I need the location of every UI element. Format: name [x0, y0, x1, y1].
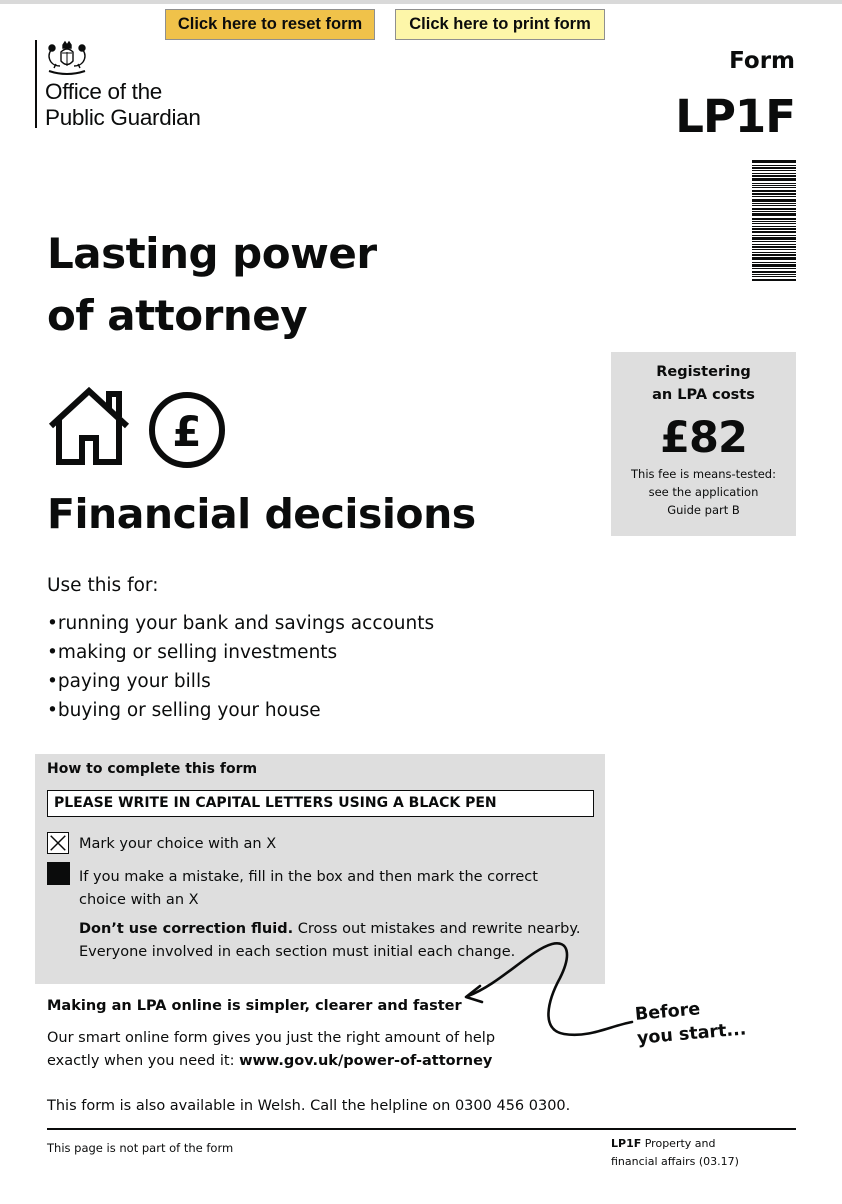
use-for-list [47, 609, 434, 725]
title-line-2: of attorney [47, 291, 308, 340]
footer-divider [47, 1128, 796, 1130]
brand-name [45, 79, 201, 131]
correction-fluid-bold: Don’t use correction fluid. [79, 921, 294, 937]
cost-heading-line-1: Registering [656, 364, 751, 380]
mistake-line-1: If you make a mistake, fill in the box and then mark the correct [79, 869, 538, 885]
brand-line-2: Public Guardian [45, 105, 201, 130]
cost-amount: £82 [660, 413, 747, 463]
title-line-1: Lasting power [47, 229, 377, 278]
top-toolbar-strip [0, 0, 842, 4]
correction-fluid-rest: Cross out mistakes and rewrite nearby. [293, 921, 581, 937]
cost-heading-line-2: an LPA costs [652, 387, 755, 403]
welsh-availability-note: This form is also available in Welsh. Call the helpline on 0300 456 0300. [47, 1098, 571, 1114]
online-line-1: Our smart online form gives you just the right amount of help [47, 1030, 496, 1046]
form-code: LP1F [675, 90, 795, 143]
list-item: • buying or selling your house [47, 696, 434, 725]
page-subtitle: Financial decisions [47, 490, 476, 538]
form-label: Form [729, 48, 795, 74]
curly-arrow-icon [440, 930, 640, 1050]
print-form-button[interactable]: Click here to print form [395, 9, 605, 40]
initial-change-line: Everyone involved in each section must initial each change. [79, 944, 516, 960]
svg-text:£: £ [172, 407, 202, 456]
house-icon [47, 386, 131, 466]
footer-line-2: financial affairs (03.17) [611, 1155, 739, 1168]
before-start-line-2: you start... [636, 1019, 748, 1049]
example-checked-box-icon [47, 832, 69, 854]
how-to-title: How to complete this form [47, 761, 258, 777]
reset-form-button[interactable]: Click here to reset form [165, 9, 375, 40]
cost-box [611, 352, 796, 536]
page-title [47, 223, 377, 347]
list-item: • running your bank and savings accounts [47, 609, 434, 638]
power-of-attorney-link[interactable]: www.gov.uk/power-of-attorney [239, 1053, 493, 1069]
list-item: • making or selling investments [47, 638, 434, 667]
brand-line-1: Office of the [45, 79, 163, 104]
capital-letters-instruction: PLEASE WRITE IN CAPITAL LETTERS USING A BLACK PEN [47, 790, 594, 817]
footer-form-code: LP1F [611, 1137, 642, 1150]
example-filled-box-icon [47, 862, 70, 885]
pound-sign-icon [147, 390, 227, 470]
royal-coat-of-arms-icon [45, 40, 89, 76]
list-item: • paying your bills [47, 667, 434, 696]
cost-note-line-3: Guide part B [667, 503, 740, 517]
online-heading: Making an LPA online is simpler, clearer and faster [47, 998, 462, 1014]
cost-note-line-1: This fee is means-tested: [631, 467, 776, 481]
footer-line-1-rest: Property and [641, 1137, 716, 1150]
online-line-2-prefix: exactly when you need it: [47, 1053, 240, 1069]
barcode-icon [752, 160, 796, 282]
mark-choice-text: Mark your choice with an X [79, 836, 277, 852]
use-for-intro: Use this for: [47, 575, 159, 596]
footer-left-note: This page is not part of the form [47, 1141, 234, 1155]
footer-form-reference [611, 1135, 739, 1171]
mistake-instruction [79, 866, 569, 912]
before-you-start-note [634, 993, 747, 1050]
cost-note-line-2: see the application [648, 485, 759, 499]
brand-divider-line [35, 40, 37, 128]
mistake-line-2: choice with an X [79, 892, 199, 908]
before-start-line-1: Before [634, 999, 702, 1025]
